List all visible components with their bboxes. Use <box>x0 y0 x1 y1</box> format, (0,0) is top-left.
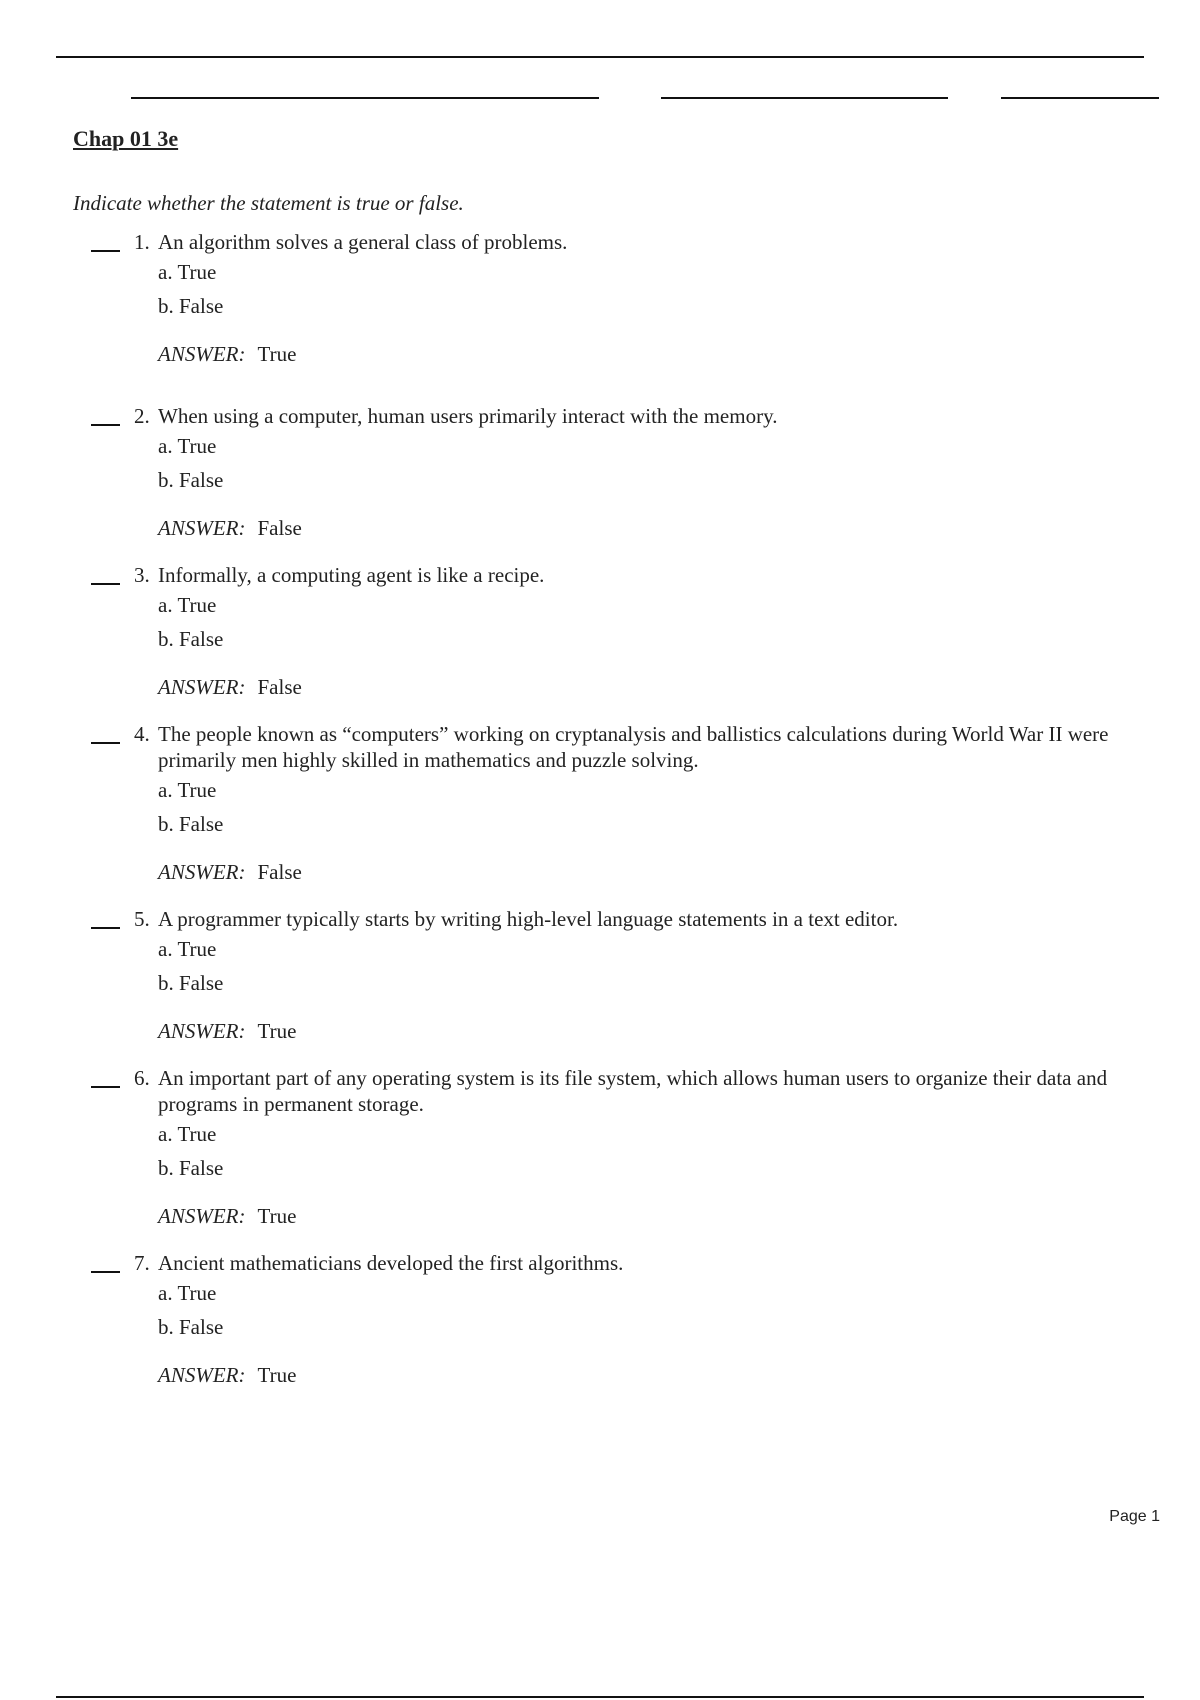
option-a[interactable]: a. True <box>158 593 217 617</box>
question-text: When using a computer, human users primarily interact with the memory. <box>158 404 778 428</box>
option-a[interactable]: a. True <box>158 1281 217 1305</box>
answer-line <box>158 1203 296 1229</box>
answer-blank[interactable] <box>91 424 120 426</box>
answer-label: ANSWER: <box>158 1363 246 1387</box>
question-number: 6. <box>134 1066 150 1090</box>
answer-blank[interactable] <box>91 1271 120 1273</box>
option-a[interactable]: a. True <box>158 434 217 458</box>
answer-value: True <box>257 1204 297 1228</box>
answer-label: ANSWER: <box>158 516 246 540</box>
answer-blank[interactable] <box>91 1086 120 1088</box>
answer-label: ANSWER: <box>158 1019 246 1043</box>
question-number: 1. <box>134 230 150 254</box>
top-rule <box>56 56 1144 58</box>
answer-label: ANSWER: <box>158 860 246 884</box>
option-b[interactable]: b. False <box>158 1315 224 1339</box>
question-number: 2. <box>134 404 150 428</box>
question-text: An important part of any operating system is its file system, which allows human users to organize their data and programs in permanent storage. <box>158 1066 1108 1116</box>
instructions: Indicate whether the statement is true or false. <box>73 191 464 215</box>
option-b[interactable]: b. False <box>158 294 224 318</box>
option-b[interactable]: b. False <box>158 812 224 836</box>
answer-label: ANSWER: <box>158 342 246 366</box>
answer-value: True <box>257 1019 297 1043</box>
answer-line <box>158 341 296 367</box>
answer-blank[interactable] <box>91 927 120 929</box>
answer-line <box>158 515 302 541</box>
question-text: An algorithm solves a general class of problems. <box>158 230 568 254</box>
answer-value: True <box>257 1363 297 1387</box>
question-number: 4. <box>134 722 150 746</box>
question-number: 7. <box>134 1251 150 1275</box>
answer-blank[interactable] <box>91 250 120 252</box>
answer-blank[interactable] <box>91 583 120 585</box>
option-b[interactable]: b. False <box>158 468 224 492</box>
question-text: A programmer typically starts by writing high-level language statements in a text editor. <box>158 907 899 931</box>
option-b[interactable]: b. False <box>158 1156 224 1180</box>
answer-value: False <box>257 675 302 699</box>
answer-value: False <box>257 860 302 884</box>
question-text: Informally, a computing agent is like a recipe. <box>158 563 545 587</box>
option-a[interactable]: a. True <box>158 260 217 284</box>
page-number: Page 1 <box>1109 1508 1160 1525</box>
class-blank-line[interactable] <box>661 97 948 99</box>
answer-line <box>158 1018 296 1044</box>
option-a[interactable]: a. True <box>158 778 217 802</box>
answer-line <box>158 674 302 700</box>
name-blank-line[interactable] <box>131 97 599 99</box>
answer-label: ANSWER: <box>158 675 246 699</box>
chapter-title: Chap 01 3e <box>73 126 179 151</box>
date-blank-line[interactable] <box>1001 97 1159 99</box>
answer-value: False <box>257 516 302 540</box>
question-text: Ancient mathematicians developed the first algorithms. <box>158 1251 624 1275</box>
answer-label: ANSWER: <box>158 1204 246 1228</box>
answer-value: True <box>257 342 297 366</box>
option-a[interactable]: a. True <box>158 937 217 961</box>
answer-blank[interactable] <box>91 742 120 744</box>
question-number: 5. <box>134 907 150 931</box>
option-b[interactable]: b. False <box>158 971 224 995</box>
option-b[interactable]: b. False <box>158 627 224 651</box>
bottom-rule <box>56 1696 1144 1698</box>
answer-line <box>158 1362 296 1388</box>
answer-line <box>158 859 302 885</box>
option-a[interactable]: a. True <box>158 1122 217 1146</box>
question-text: The people known as “computers” working on cryptanalysis and ballistics calculations during World War II were primarily men highly skilled in mathematics and puzzle solving. <box>158 722 1109 772</box>
question-number: 3. <box>134 563 150 587</box>
